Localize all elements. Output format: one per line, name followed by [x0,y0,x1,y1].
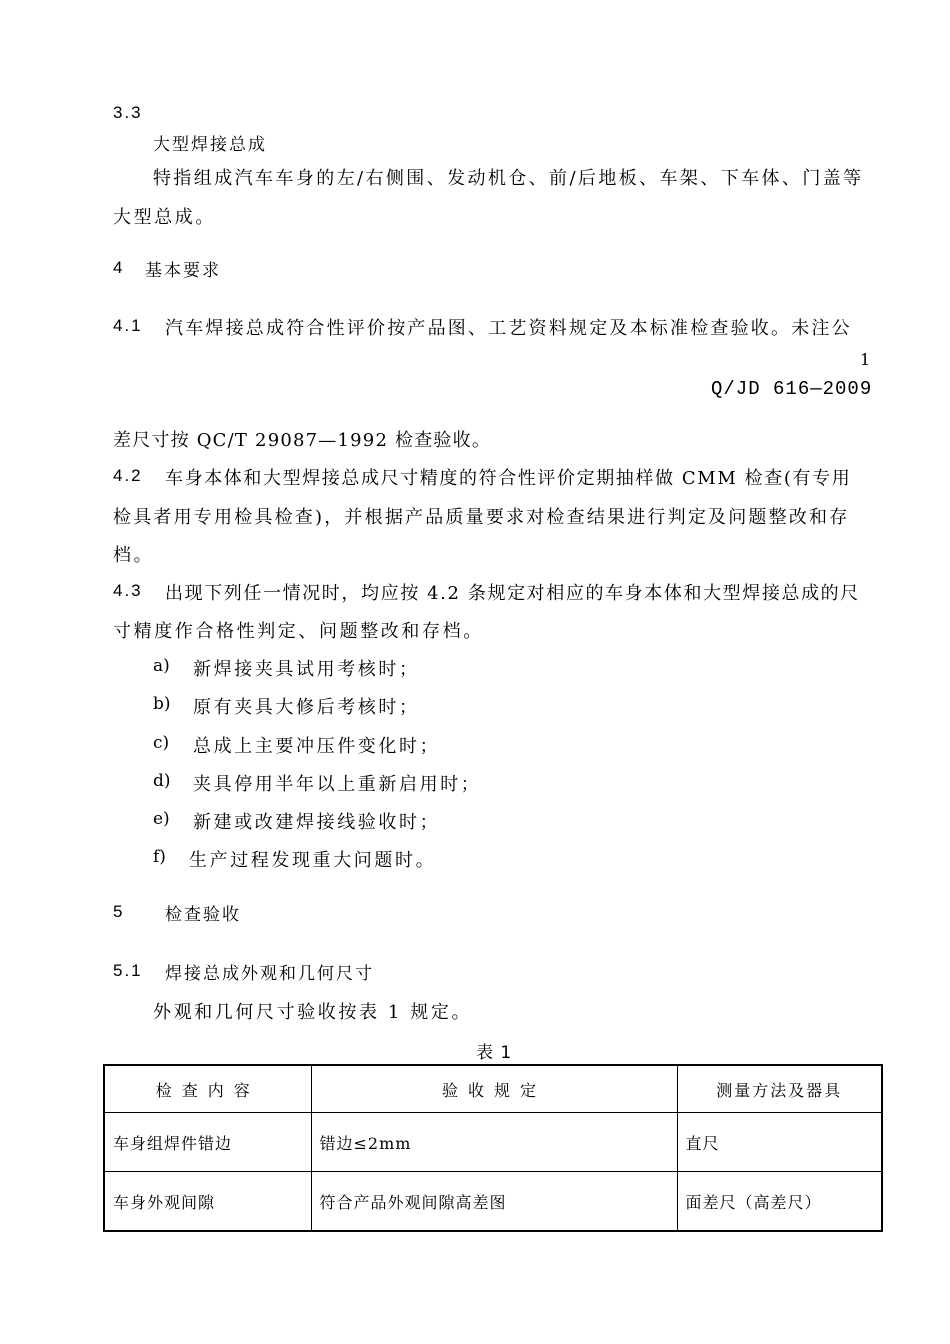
table-header-row [104,1065,882,1113]
table-cell: 车身组焊件错边 [104,1113,311,1172]
table-row [104,1172,882,1232]
table-row [104,1113,882,1172]
section-title-5-1: 焊接总成外观和几何尺寸 [165,964,374,984]
section-number-4-1: 4.1 [113,316,143,335]
list-item-text: 新焊接夹具试用考核时； [193,659,420,680]
list-item-text: 生产过程发现重大问题时。 [189,850,437,871]
section-number-5-1: 5.1 [113,961,143,980]
table-1 [103,1064,883,1232]
section-4-1-line1: 汽车焊接总成符合性评价按产品图、工艺资料规定及本标准检查验收。未注公 [165,318,852,339]
list-item-text: 总成上主要冲压件变化时； [193,736,441,757]
table-cell: 直尺 [677,1113,882,1172]
list-item-text: 新建或改建焊接线验收时； [193,812,441,833]
list-item-label: a) [153,656,170,676]
list-item-label: e) [153,809,170,829]
section-3-3-para-line1: 特指组成汽车车身的左/右侧围、发动机仓、前/后地板、车架、下车体、门盖等 [153,168,864,189]
section-title-4: 基本要求 [145,261,221,281]
section-number-4-3: 4.3 [113,581,143,600]
section-4-2-line1: 车身本体和大型焊接总成尺寸精度的符合性评价定期抽样做 CMM 检查(有专用 [165,468,852,489]
section-title-3-3: 大型焊接总成 [153,135,267,155]
table-caption: 表 1 [476,1043,513,1063]
section-number-4-2: 4.2 [113,466,143,485]
table-cell: 符合产品外观间隙高差图 [311,1172,677,1232]
section-number-3-3: 3.3 [113,103,143,122]
table-cell: 错边≤2mm [311,1113,677,1172]
page-number: 1 [860,350,871,369]
table-cell: 面差尺（高差尺） [677,1172,882,1232]
list-item-label: f) [153,847,166,867]
section-5-1-para: 外观和几何尺寸验收按表 1 规定。 [153,1002,473,1023]
section-4-3-line1: 出现下列任一情况时，均应按 4.2 条规定对相应的车身本体和大型焊接总成的尺 [165,583,860,604]
table-header-cell: 测量方法及器具 [677,1065,882,1113]
list-item-label: b) [153,694,171,714]
section-3-3-para-line2: 大型总成。 [113,207,216,228]
list-item-label: d) [153,771,171,791]
table-cell: 车身外观间隙 [104,1172,311,1232]
table-header-cell: 验收规定 [311,1065,677,1113]
section-4-3-line2: 寸精度作合格性判定、问题整改和存档。 [113,621,484,642]
list-item-text: 原有夹具大修后考核时； [193,697,420,718]
section-4-2-line2: 检具者用专用检具检查)，并根据产品质量要求对检查结果进行判定及问题整改和存 [113,507,850,528]
list-item-label: c) [153,733,170,753]
document-code: Q/JD 616—2009 [711,378,873,400]
table-header-cell: 检查内容 [104,1065,311,1113]
section-number-4: 4 [113,258,125,277]
section-number-5: 5 [113,902,125,921]
section-title-5: 检查验收 [165,905,241,925]
list-item-text: 夹具停用半年以上重新启用时； [193,774,482,795]
section-4-1-line2: 差尺寸按 QC/T 29087—1992 检查验收。 [113,430,492,451]
section-4-2-line3: 档。 [113,545,155,566]
